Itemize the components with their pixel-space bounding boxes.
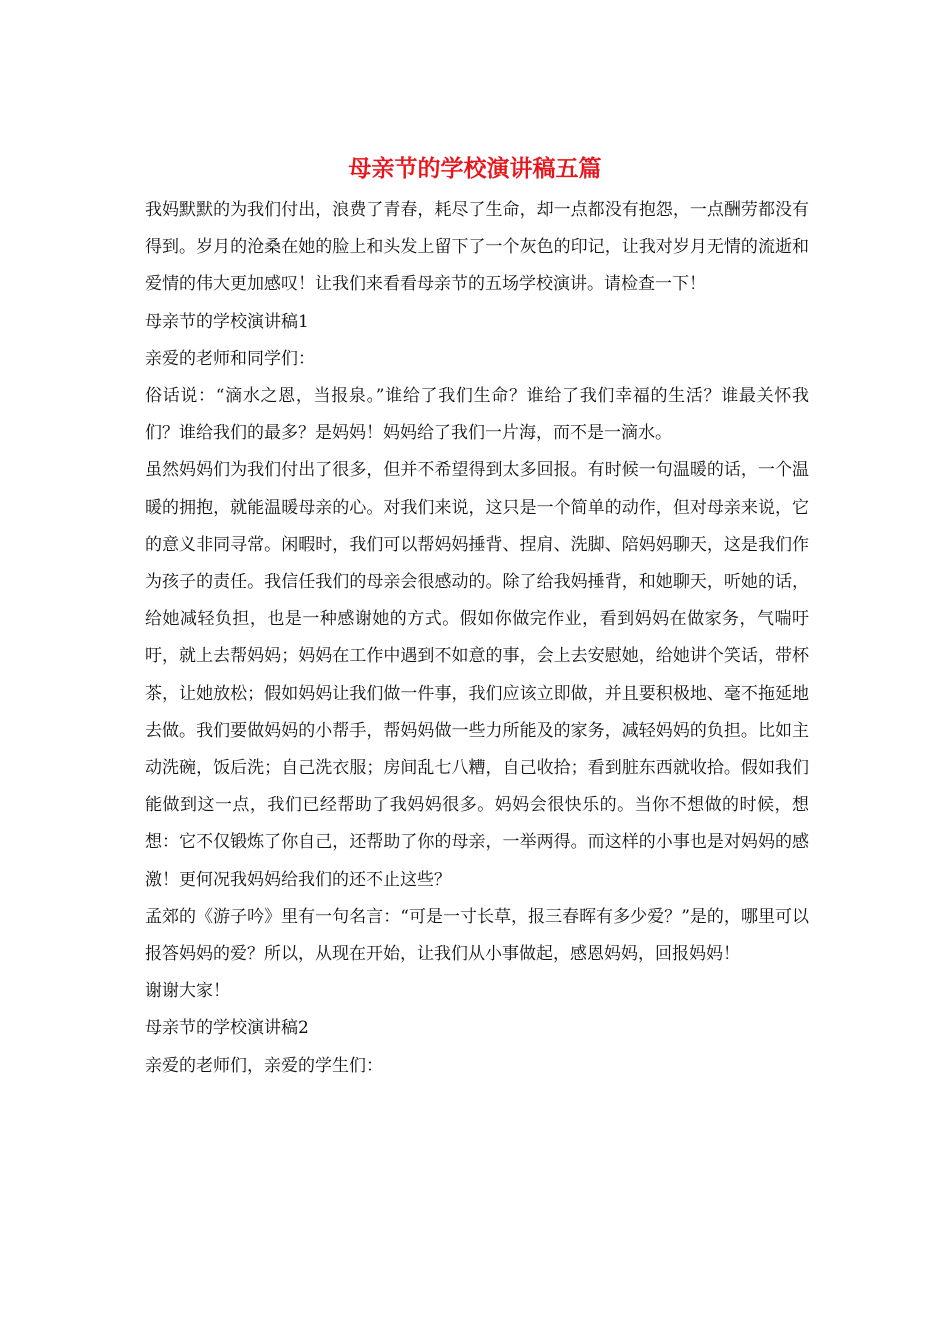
speech-1-salutation: 亲爱的老师和同学们： — [145, 348, 315, 369]
document-title: 母亲节的学校演讲稿五篇 — [348, 155, 602, 182]
speech-1-paragraph-2: 虽然妈妈们为我们付出了很多，但并不希望得到太多回报。有时候一句温暖的话，一个温暖的拥抱，就能温暖母亲的心。对我们来说，这只是一个简单的动作，但对母亲来说，它的意义非同寻常。闲暇时，我们可以帮妈妈捶背、捏肩、洗脚、陪妈妈聊天，这是我们作为孩子的责任。我信任我们的母亲会很感动的。除了给我妈捶背，和她聊天，听她的话，给她减轻负担，也是一种感谢她的方式。假如你做完作业，看到妈妈在做家务，气喘吁吁，就上去帮妈妈；妈妈在工作中遇到不如意的事，会上去安慰她，给她讲个笑话，带杯茶，让她放松；假如妈妈让我们做一件事，我们应该立即做，并且要积极地、毫不拖延地去做。我们要做妈妈的小帮手，帮妈妈做一些力所能及的家务，减轻妈妈的负担。比如主动洗碗，饭后洗；自己洗衣服；房间乱七八糟，自己收拾；看到脏东西就收拾。假如我们能做到这一点，我们已经帮助了我妈妈很多。妈妈会很快乐的。当你不想做的时候，想想：它不仅锻炼了你自己，还帮助了你的母亲，一举两得。而这样的小事也是对妈妈的感激！更何况我妈妈给我们的还不止这些？ — [145, 460, 809, 890]
speech-2-salutation: 亲爱的老师们，亲爱的学生们： — [145, 1055, 383, 1076]
speech-2-heading: 母亲节的学校演讲稿2 — [145, 1018, 309, 1039]
speech-1-heading: 母亲节的学校演讲稿1 — [145, 311, 309, 332]
intro-paragraph: 我妈默默的为我们付出，浪费了青春，耗尽了生命，却一点都没有抱怨，一点酬劳都没有得到。岁月的沧桑在她的脸上和头发上留下了一个灰色的印记，让我对岁月无情的流逝和爱情的伟大更加感叹！让我们来看看母亲节的五场学校演讲。请检查一下！ — [145, 200, 809, 295]
speech-1-paragraph-1: 俗话说：“滴水之恩，当报泉。”谁给了我们生命？谁给了我们幸福的生活？谁最关怀我们？谁给我们的最多？是妈妈！妈妈给了我们一片海，而不是一滴水。 — [145, 386, 809, 444]
speech-1-paragraph-3: 孟郊的《游子吟》里有一句名言：“可是一寸长草，报三春晖有多少爱？”是的，哪里可以报答妈妈的爱？所以，从现在开始，让我们从小事做起，感恩妈妈，回报妈妈！ — [145, 906, 809, 965]
document-body — [145, 192, 809, 1085]
speech-1-closing: 谢谢大家！ — [145, 981, 230, 1002]
